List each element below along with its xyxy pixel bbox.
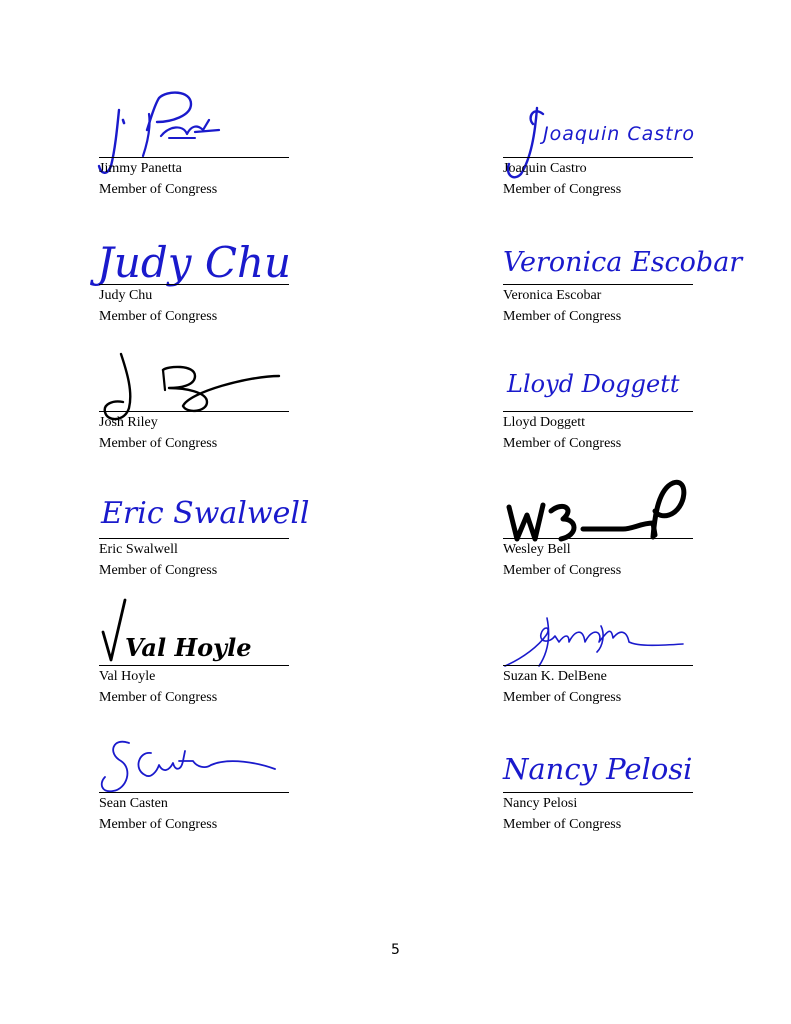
signatory-title: Member of Congress: [503, 436, 622, 451]
signature-line: [503, 538, 693, 539]
signature-line: [99, 538, 289, 539]
signature-block-suzan-delbene: [503, 586, 693, 705]
signature-line: [503, 284, 693, 285]
signatory-title: Member of Congress: [99, 436, 218, 451]
signatory-title: Member of Congress: [99, 182, 218, 197]
signature-text: Nancy Pelosi: [503, 752, 693, 786]
signature-block-joaquin-castro: [503, 78, 696, 197]
signature-block-jimmy-panetta: [99, 78, 289, 197]
signature-block-eric-swalwell: [99, 459, 310, 578]
signature-line: [99, 284, 289, 285]
signature-block-val-hoyle: [99, 586, 289, 705]
signatory-title: Member of Congress: [99, 817, 218, 832]
signature-text: Lloyd Doggett: [507, 370, 680, 398]
signature-block-sean-casten: [99, 713, 289, 832]
signatory-name: Val Hoyle: [99, 669, 156, 684]
signature-text: Eric Swalwell: [101, 496, 310, 531]
signature-block-josh-riley: [99, 332, 289, 451]
signatory-name: Sean Casten: [99, 796, 168, 811]
signature-line: [503, 665, 693, 666]
signatory-name: Veronica Escobar: [503, 288, 602, 303]
signature-block-nancy-pelosi: [503, 713, 693, 832]
signature-block-lloyd-doggett: [503, 332, 693, 451]
signature-line: [99, 792, 289, 793]
signatory-name: Josh Riley: [99, 415, 158, 430]
signature-text: Val Hoyle: [125, 633, 252, 662]
signature-text: Judy Chu: [97, 238, 292, 287]
signatory-title: Member of Congress: [503, 182, 622, 197]
signature-line: [99, 157, 289, 158]
signature-block-judy-chu: [97, 205, 292, 324]
signatory-title: Member of Congress: [503, 309, 622, 324]
signatory-title: Member of Congress: [99, 690, 218, 705]
signatory-name: Joaquin Castro: [503, 161, 587, 176]
signatory-title: Member of Congress: [503, 817, 622, 832]
signature-line: [503, 792, 693, 793]
signatory-name: Lloyd Doggett: [503, 415, 586, 430]
page-number: 5: [391, 942, 400, 958]
signatory-title: Member of Congress: [99, 563, 218, 578]
signatory-name: Suzan K. DelBene: [503, 669, 607, 684]
signatory-name: Wesley Bell: [503, 542, 571, 557]
signatory-name: Eric Swalwell: [99, 542, 178, 557]
signature-block-veronica-escobar: [503, 205, 743, 324]
signature-line: [503, 157, 693, 158]
signatory-name: Jimmy Panetta: [99, 161, 182, 176]
signatory-title: Member of Congress: [99, 309, 218, 324]
signatory-name: Judy Chu: [99, 288, 153, 303]
signatory-title: Member of Congress: [503, 690, 622, 705]
signature-text: Joaquin Castro: [543, 123, 696, 145]
signature-line: [99, 411, 289, 412]
signature-line: [99, 665, 289, 666]
signatory-title: Member of Congress: [503, 563, 622, 578]
signature-text: Veronica Escobar: [503, 247, 743, 278]
signatory-name: Nancy Pelosi: [503, 796, 578, 811]
signature-line: [503, 411, 693, 412]
signature-block-wesley-bell: [503, 459, 693, 578]
